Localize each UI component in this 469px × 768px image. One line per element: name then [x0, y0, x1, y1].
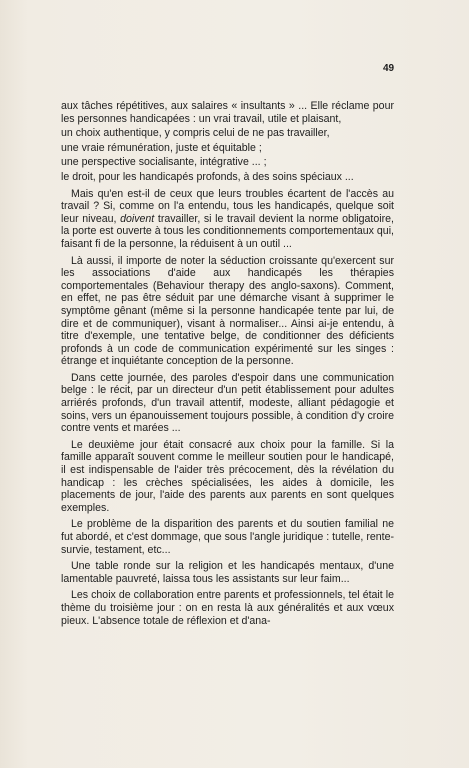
body-text [61, 100, 394, 631]
paragraph-4: Dans cette journée, des paroles d'espoir dans une communication belge : le récit, par un directeur d'un petit établissement pour adultes arriérés profonds, d'un travail attentif, modeste, alliant pédagogie et soins, vers un épanouissement toujours possible, à condition d'y croire contre vents et marées ... [61, 371, 394, 435]
page-number: 49 [383, 63, 395, 74]
paragraph-2 [61, 188, 394, 251]
list-item: le droit, pour les handicapés profonds, à des soins spéciaux ... [61, 170, 354, 183]
paragraph-7: Une table ronde sur la religion et les handicapés mentaux, d'une lamentable pauvreté, laissa tous les assistants sur leur faim... [61, 560, 394, 585]
paragraph-2-before: Mais qu'en est-il de ceux que leurs troubles écartent de l'accès au travail ? Si, comme on l'a entendu, tous les handicapés, quelque soit leur niveau, [61, 187, 394, 225]
paragraph-3: Là aussi, il importe de noter la séduction croissante qu'exercent sur les associations d'aide aux handicapés les thérapies comportementales (Behaviour therapy des anglo-saxons). Comment, en effet, ne pas être séduit par une démarche visant à supprimer le symptôme gênant (même si la personne handicapée tente par lui, de dire et de communiquer), visant à normaliser... Ainsi ai-je entendu, à titre d'exemple, une tentative belge, de conditionner des déficients profonds à un code de communication expérimenté sur les singes : étrange et inquiétante conception de la personne. [61, 254, 394, 368]
paragraph-2-after: travailler, si le travail devient la norme obligatoire, la porte est ouverte à tous les conditionnements comportementaux qui, faisant fi de la personne, la réduisent à un outil ... [61, 212, 394, 250]
paragraph-5: Le deuxième jour était consacré aux choix pour la famille. Si la famille apparaît souvent comme le meilleur soutien pour le handicapé, il est indispensable de l'aider très précocement, dès la révélation du handicap : les crèches spécialisées, les aides à domicile, les placements de jour, l'aide des parents aux parents en sont quelques exemples. [61, 438, 394, 514]
paragraph-6: Le problème de la disparition des parents et du soutien familial ne fut abordé, et c'est dommage, que sous l'angle juridique : tutelle, rente-survie, testament, etc... [61, 518, 394, 556]
list-item: une perspective socialisante, intégrative ... ; [61, 156, 267, 169]
list-item: un choix authentique, y compris celui de ne pas travailler, [61, 127, 330, 140]
list-item: une vraie rémunération, juste et équitable ; [61, 141, 262, 154]
paragraph-2-emphasis: doivent [120, 212, 155, 225]
paragraph-8: Les choix de collaboration entre parents et professionnels, tel était le thème du troisième jour : on en resta là aux généralités et aux vœux pieux. L'absence totale de réflexion et d'ana- [61, 589, 394, 627]
paragraph-1 [61, 100, 394, 184]
text-line: aux tâches répétitives, aux salaires « insultants » ... Elle réclame pour les personnes handicapées : un vrai travail, utile et plaisant, [61, 100, 394, 125]
